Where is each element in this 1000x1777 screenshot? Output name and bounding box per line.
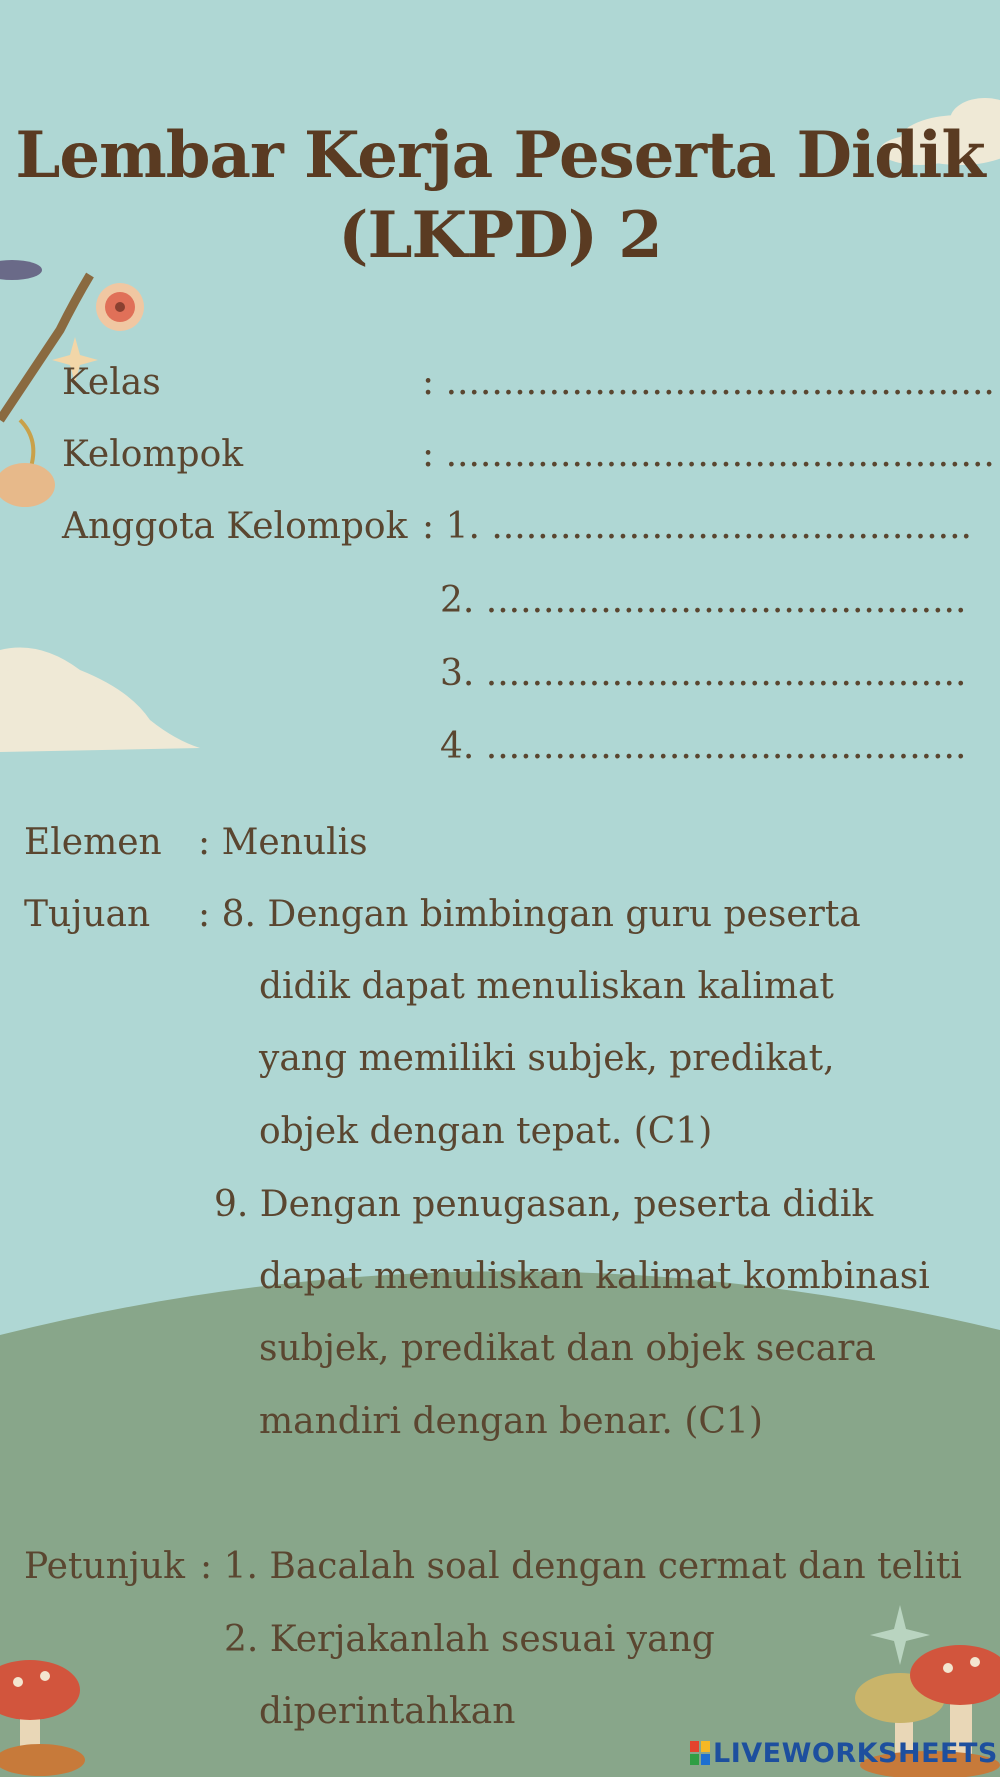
- tujuan-item-9-line-3: subjek, predikat dan objek secara: [259, 1328, 876, 1369]
- kelompok-label: Kelompok: [62, 434, 244, 475]
- petunjuk-line-3: diperintahkan: [259, 1691, 516, 1732]
- anggota-line-4: 4. ..........................................: [440, 726, 967, 767]
- tujuan-item-9-line-4: mandiri dengan benar. (C1): [259, 1401, 763, 1442]
- petunjuk-line-2: 2. Kerjakanlah sesuai yang: [224, 1619, 715, 1660]
- cloud-icon: [0, 648, 200, 753]
- tujuan-item-9-line-2: dapat menuliskan kalimat kombinasi: [259, 1256, 930, 1297]
- tujuan-label: Tujuan: [24, 894, 151, 935]
- petunjuk-label: Petunjuk: [24, 1546, 185, 1587]
- flower-icon: [96, 283, 144, 331]
- brand-text: LIVEWORKSHEETS: [713, 1738, 998, 1769]
- tujuan-item-9-line-1: 9. Dengan penugasan, peserta didik: [214, 1184, 874, 1225]
- tujuan-item-8-line-1: : 8. Dengan bimbingan guru peserta: [198, 894, 861, 935]
- tujuan-item-8-line-3: yang memiliki subjek, predikat,: [259, 1038, 835, 1079]
- petunjuk-line-1: : 1. Bacalah soal dengan cermat dan teliti: [200, 1546, 962, 1587]
- page-title: Lembar Kerja Peserta Didik: [15, 118, 985, 193]
- anggota-label: Anggota Kelompok: [62, 506, 408, 547]
- elemen-value: : Menulis: [198, 822, 368, 863]
- liveworksheets-logo[interactable]: [690, 1738, 998, 1769]
- tujuan-item-8-line-2: didik dapat menuliskan kalimat: [259, 966, 834, 1007]
- elemen-label: Elemen: [24, 822, 162, 863]
- tujuan-item-8-line-4: objek dengan tepat. (C1): [259, 1111, 713, 1152]
- kelas-field: : ................................................: [422, 362, 995, 403]
- liveworksheets-icon: [690, 1741, 710, 1765]
- anggota-line-1: : 1. ..........................................: [422, 506, 972, 547]
- page-subtitle: (LKPD) 2: [338, 198, 662, 273]
- anggota-line-2: 2. ..........................................: [440, 580, 967, 621]
- anggota-line-3: 3. ..........................................: [440, 653, 967, 694]
- kelas-label: Kelas: [62, 362, 161, 403]
- kelompok-field: : ................................................: [422, 434, 995, 475]
